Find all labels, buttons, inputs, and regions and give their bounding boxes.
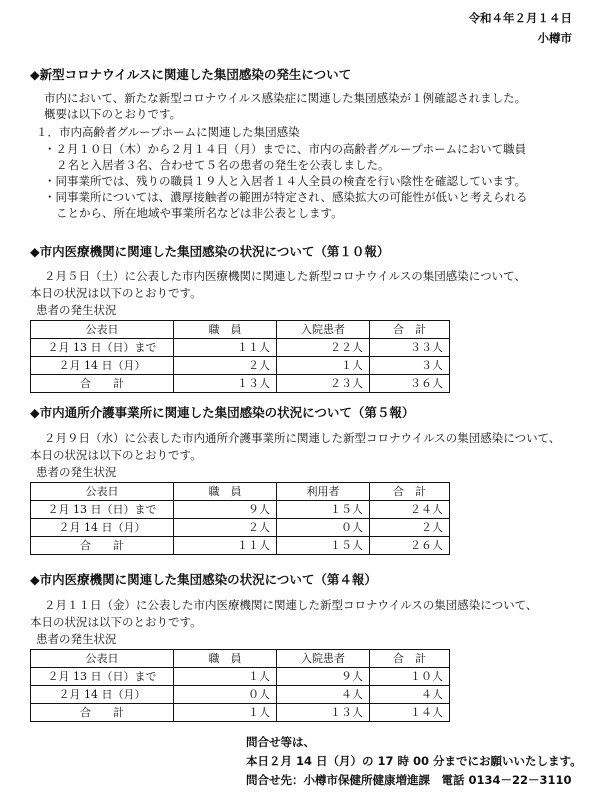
date-cell: ２月 13 日（日）まで [31, 501, 174, 519]
section1-item-title: １．市内高齢者グループホームに関連した集団感染 [36, 125, 300, 139]
section3-title: ◆市内通所介護事業所に関連した集団感染の状況について（第５報） [30, 405, 415, 420]
total-count: ３３人 [370, 339, 450, 357]
staff-count: ９人 [174, 501, 277, 519]
date-cell: ２月 14 日（月） [31, 519, 174, 537]
section1-bullet-1: ・２月１０日（木）から２月１４日（月）までに、市内の高齢者グループホームにおいて職員 [44, 142, 527, 156]
staff-count: １３人 [174, 375, 277, 393]
section4-intro-line2: 本日の状況は以下のとおりです。 [30, 615, 202, 629]
section2-intro-line2: 本日の状況は以下のとおりです。 [30, 286, 202, 300]
table-total-row [31, 704, 450, 722]
date-cell: ２月 13 日（日）まで [31, 339, 174, 357]
section3-cases-table [30, 482, 450, 555]
total-count: １０人 [370, 668, 450, 686]
section1-title: ◆新型コロナウイルスに関連した集団感染の発生について [30, 67, 352, 82]
total-label: 合 計 [31, 537, 174, 555]
section3-table-caption: 患者の発生状況 [36, 465, 117, 479]
section4-table-caption: 患者の発生状況 [36, 632, 117, 646]
patient-count: １３人 [277, 704, 370, 722]
header-cell: 職 員 [174, 650, 277, 668]
staff-count: １人 [174, 668, 277, 686]
total-count: ２４人 [370, 501, 450, 519]
patient-count: ２３人 [277, 375, 370, 393]
total-count: ３人 [370, 357, 450, 375]
header-cell: 合 計 [370, 483, 450, 501]
total-count: ２人 [370, 519, 450, 537]
header-cell: 公表日 [31, 650, 174, 668]
header-cell: 合 計 [370, 650, 450, 668]
section2-cases-table [30, 320, 450, 393]
table-header-row [31, 483, 450, 501]
total-label: 合 計 [31, 704, 174, 722]
document-date: 令和４年２月１４日 [468, 11, 572, 25]
staff-count: ２人 [174, 519, 277, 537]
section1-bullet-3-cont: ことから、所在地域や事業所名などは非公表とします。 [56, 206, 343, 220]
header-cell: 公表日 [31, 321, 174, 339]
header-cell: 職 員 [174, 483, 277, 501]
section1-intro-line2: 概要は以下のとおりです。 [44, 107, 182, 121]
section1-bullet-2: ・同事業所では、残りの職員１９人と入居者１４人全員の検査を行い陰性を確認しています。 [44, 174, 527, 188]
section1-bullet-3: ・同事業所については、濃厚接触者の範囲が特定され、感染拡大の可能性が低いと考えられる [44, 190, 528, 204]
section2-intro-line1: ２月５日（土）に公表した市内医療機関に関連した新型コロナウイルスの集団感染について、 [44, 269, 526, 283]
section3-intro-line1: ２月９日（水）に公表した市内通所介護事業所に関連した新型コロナウイルスの集団感染について、 [44, 431, 561, 445]
header-cell: 入院患者 [277, 650, 370, 668]
table-row [31, 668, 450, 686]
table-row [31, 501, 450, 519]
section1-bullet-1-cont: ２名と入居者３名、合わせて５名の患者の発生を公表しました。 [56, 158, 390, 172]
table-header-row [31, 321, 450, 339]
staff-count: １１人 [174, 339, 277, 357]
header-cell: 職 員 [174, 321, 277, 339]
total-count: ３６人 [370, 375, 450, 393]
section4-title: ◆市内医療機関に関連した集団感染の状況について（第４報） [30, 572, 377, 587]
date-cell: ２月 13 日（日）まで [31, 668, 174, 686]
section1-intro-line1: 市内において、新たな新型コロナウイルス感染症に関連した集団感染が１例確認されました。 [44, 91, 527, 105]
header-cell: 合 計 [370, 321, 450, 339]
table-row [31, 357, 450, 375]
staff-count: ０人 [174, 686, 277, 704]
patient-count: ４人 [277, 686, 370, 704]
table-header-row [31, 650, 450, 668]
table-row [31, 339, 450, 357]
total-count: ２６人 [370, 537, 450, 555]
issuer-name: 小樽市 [537, 31, 572, 45]
header-cell: 利用者 [277, 483, 370, 501]
contact-deadline: 本日２月 14 日（月）の 17 時 00 分までにお願いいたします。 [246, 754, 582, 768]
staff-count: ２人 [174, 357, 277, 375]
date-cell: ２月 14 日（月） [31, 686, 174, 704]
patient-count: ２２人 [277, 339, 370, 357]
contact-intro: 問合せ等は、 [246, 735, 315, 749]
table-row [31, 686, 450, 704]
user-count: ０人 [277, 519, 370, 537]
user-count: １５人 [277, 537, 370, 555]
contact-info: 問合せ先：小樽市保健所健康増進課 電話 0134－22－3110 [246, 773, 572, 787]
total-count: １４人 [370, 704, 450, 722]
section2-title: ◆市内医療機関に関連した集団感染の状況について（第１０報） [30, 244, 390, 259]
header-cell: 入院患者 [277, 321, 370, 339]
patient-count: ９人 [277, 668, 370, 686]
date-cell: ２月 14 日（月） [31, 357, 174, 375]
staff-count: １１人 [174, 537, 277, 555]
table-total-row [31, 375, 450, 393]
patient-count: １人 [277, 357, 370, 375]
staff-count: １人 [174, 704, 277, 722]
user-count: １５人 [277, 501, 370, 519]
table-total-row [31, 537, 450, 555]
total-count: ４人 [370, 686, 450, 704]
section2-table-caption: 患者の発生状況 [36, 303, 117, 317]
section4-intro-line1: ２月１１日（金）に公表した市内医療機関に関連した新型コロナウイルスの集団感染について、 [44, 598, 538, 612]
table-row [31, 519, 450, 537]
section3-intro-line2: 本日の状況は以下のとおりです。 [30, 448, 202, 462]
header-cell: 公表日 [31, 483, 174, 501]
total-label: 合 計 [31, 375, 174, 393]
section4-cases-table [30, 649, 450, 722]
